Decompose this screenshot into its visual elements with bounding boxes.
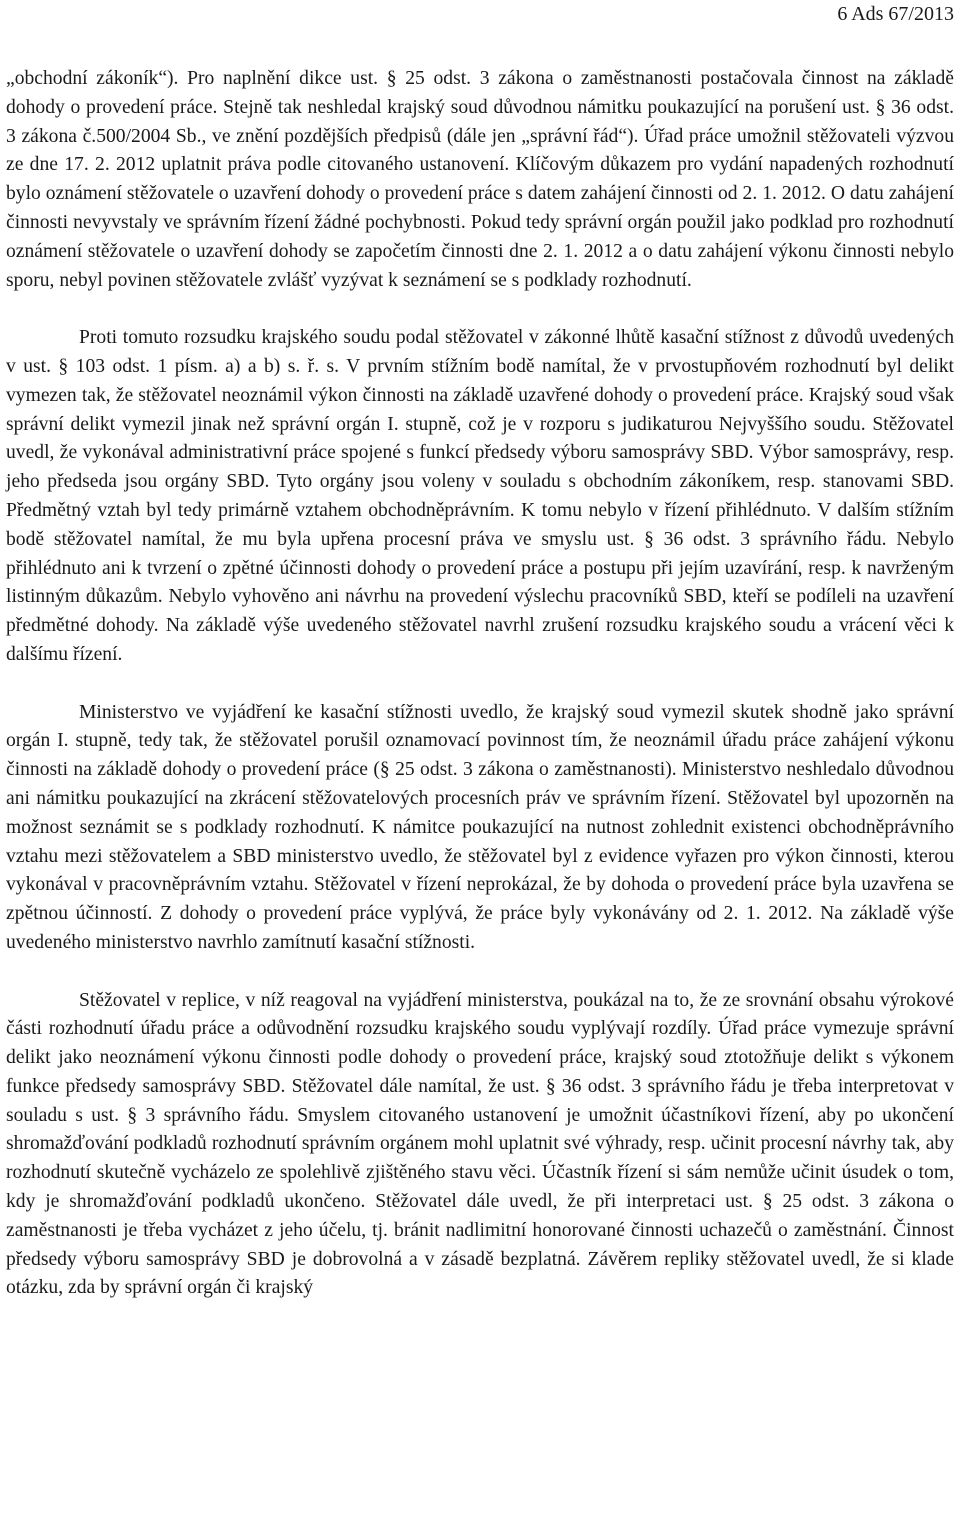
paragraph-gap xyxy=(6,295,954,324)
paragraph-gap xyxy=(6,670,954,699)
paragraph-2: Proti tomuto rozsudku krajského soudu podal stěžovatel v zákonné lhůtě kasační stížnost z důvodů uvedených v ust. § 103 odst. 1 písm. a) a b) s. ř. s. V prvním stížním bodě namítal, že v prvostupňovém rozhodnutí byl delikt vymezen tak, že stěžovatel neoznámil výkon činnosti na základě uzavřené dohody o provedení práce. Krajský soud však správní delikt vymezil jinak než správní orgán I. stupně, což je v rozporu s judikaturou Nejvyššího soudu. Stěžovatel uvedl, že vykonával administrativní práce spojené s funkcí předsedy výboru samosprávy SBD. Výbor samosprávy, resp. jeho předseda jsou orgány SBD. Tyto orgány jsou voleny v souladu s obchodním zákoníkem, resp. stanovami SBD. Předmětný vztah byl tedy primárně vztahem obchodněprávním. K tomu nebylo v řízení přihlédnuto. V dalším stížním bodě stěžovatel namítal, že mu byla upřena procesní práva ve smyslu ust. § 36 odst. 3 správního řádu. Nebylo přihlédnuto ani k tvrzení o zpětné účinnosti dohody o provedení práce a postupu při jejím uzavírání, resp. k navrženým listinným důkazům. Nebylo vyhověno ani návrhu na provedení výslechu pracovníků SBD, kteří se podíleli na uzavření předmětné dohody. Na základě výše uvedeného stěžovatel navrhl zrušení rozsudku krajského soudu a vrácení věci k dalšímu řízení. xyxy=(6,327,954,665)
paragraph-1: „obchodní zákoník“). Pro naplnění dikce ust. § 25 odst. 3 zákona o zaměstnanosti postačovala činnost na základě dohody o provedení práce. Stejně tak neshledal krajský soud důvodnou námitku poukazující na porušení ust. § 36 odst. 3 zákona č.500/2004 Sb., ve znění pozdějších předpisů (dále jen „správní řád“). Úřad práce umožnil stěžovateli výzvou ze dne 17. 2. 2012 uplatnit práva podle citovaného ustanovení. Klíčovým důkazem pro vydání napadených rozhodnutí bylo oznámení stěžovatele o uzavření dohody o provedení práce s datem zahájení činnosti od 2. 1. 2012. O datu zahájení činnosti nevyvstaly ve správním řízení žádné pochybnosti. Pokud tedy správní orgán použil jako podklad pro rozhodnutí oznámení stěžovatele o uzavření dohody se započetím činnosti dne 2. 1. 2012 a o datu zahájení výkonu činnosti nebylo sporu, nebyl povinen stěžovatele zvlášť vyzývat k seznámení se s podklady rozhodnutí. xyxy=(6,68,954,291)
document-body xyxy=(6,65,954,1303)
paragraph-3: Ministerstvo ve vyjádření ke kasační stížnosti uvedlo, že krajský soud vymezil skutek shodně jako správní orgán I. stupně, tedy tak, že stěžovatel porušil oznamovací povinnost tím, že neoznámil úřadu práce zahájení výkonu činnosti na základě dohody o provedení práce (§ 25 odst. 3 zákona o zaměstnanosti). Ministerstvo neshledalo důvodnou ani námitku poukazující na zkrácení stěžovatelových procesních práv ve správním řízení. Stěžovatel byl upozorněn na možnost seznámit se s podklady rozhodnutí. K námitce poukazující na nutnost zohlednit existenci obchodněprávního vztahu mezi stěžovatelem a SBD ministerstvo uvedlo, že stěžovatel byl z evidence vyřazen pro výkon činnosti, kterou vykonával v pracovněprávním vztahu. Stěžovatel v řízení neprokázal, že by dohoda o provedení práce byla uzavřena se zpětnou účinností. Z dohody o provedení práce vyplývá, že práce byly vykonávány od 2. 1. 2012. Na základě výše uvedeného ministerstvo navrhlo zamítnutí kasační stížnosti. xyxy=(6,701,954,953)
case-reference: 6 Ads 67/2013 xyxy=(837,3,954,25)
paragraph-4: Stěžovatel v replice, v níž reagoval na vyjádření ministerstva, poukázal na to, že ze srovnání obsahu výrokové části rozhodnutí úřadu práce a odůvodnění rozsudku krajského soudu vyplývají rozdíly. Úřad práce vymezuje správní delikt jako neoznámení výkonu činnosti podle dohody o provedení práce, krajský soud ztotožňuje delikt s výkonem funkce předsedy samosprávy SBD. Stěžovatel dále namítal, že ust. § 36 odst. 3 správního řádu je třeba interpretovat v souladu s ust. § 3 správního řádu. Smyslem citovaného ustanovení je umožnit účastníkovi řízení, aby po ukončení shromažďování podkladů rozhodnutí správním orgánem mohl uplatnit své výhrady, resp. učinit procesní návrhy tak, aby rozhodnutí skutečně vycházelo ze spolehlivě zjištěného stavu věci. Účastník řízení si sám nemůže učinit úsudek o tom, kdy je shromažďování podkladů ukončeno. Stěžovatel dále uvedl, že při interpretaci ust. § 25 odst. 3 zákona o zaměstnanosti je třeba vycházet z jeho účelu, tj. bránit nadlimitní honorované činnosti uchazečů o zaměstnání. Činnost předsedy výboru samosprávy SBD je dobrovolná a v zásadě bezplatná. Závěrem repliky stěžovatel uvedl, že si klade otázku, zda by správní orgán či krajský xyxy=(6,989,954,1299)
paragraph-gap xyxy=(6,958,954,987)
